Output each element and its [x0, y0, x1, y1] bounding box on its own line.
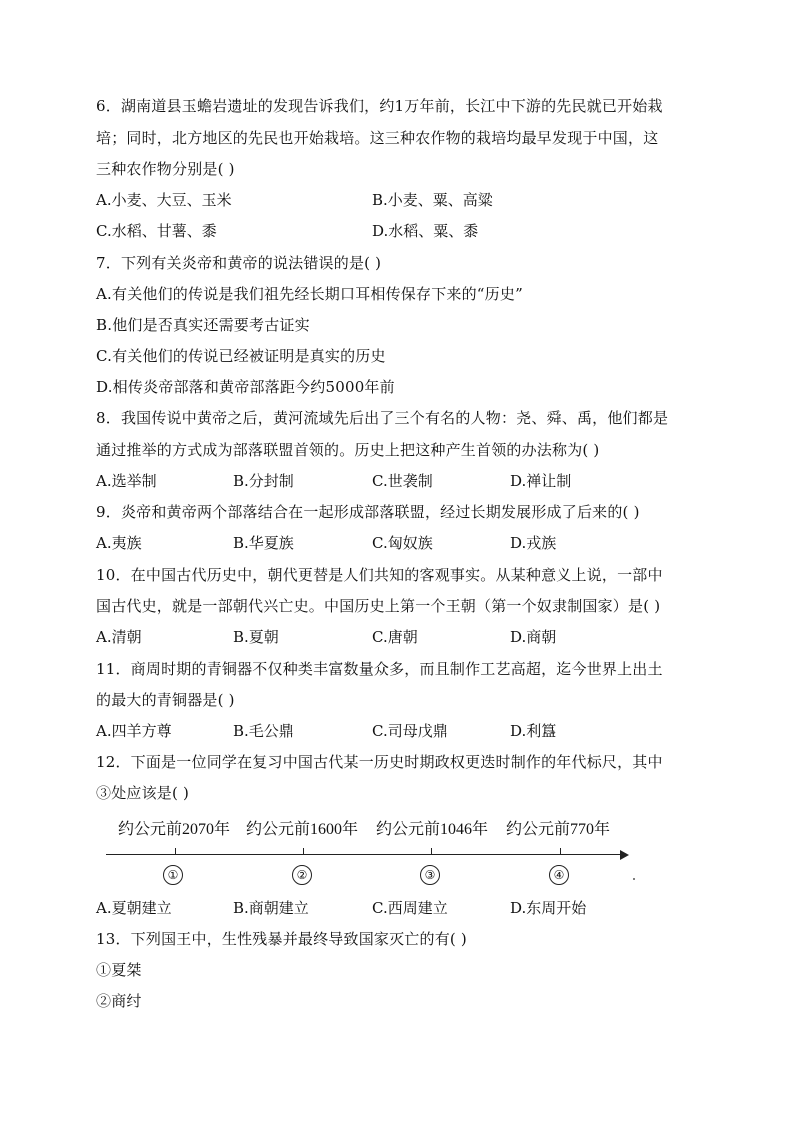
q10-line-2: 国古代史，就是一部朝代兴亡史。中国历史上第一个王朝（第一个奴隶制国家）是( ) [96, 597, 661, 615]
q10-option-a: A.清朝 [96, 628, 142, 646]
timeline-tick-1 [175, 848, 176, 855]
q7-option-d: D.相传炎帝部落和黄帝部落距今约5000年前 [96, 378, 395, 396]
q10-option-c: C.唐朝 [372, 628, 418, 646]
q9-option-b: B.华夏族 [233, 534, 294, 552]
q7-line-1: 7．下列有关炎帝和黄帝的说法错误的是( ) [96, 254, 382, 272]
q10-line-1: 10．在中国古代历史中，朝代更替是人们共知的客观事实。从某种意义上说，一部中 [96, 566, 663, 584]
q9-option-c: C.匈奴族 [372, 534, 433, 552]
q12-line-2: ③处应该是( ) [96, 784, 190, 802]
q8-option-c: C.世袭制 [372, 472, 433, 490]
q8-option-a: A.选举制 [96, 472, 157, 490]
q11-option-c: C.司母戊鼎 [372, 722, 448, 740]
q11-option-a: A.四羊方尊 [96, 722, 172, 740]
q12-option-a: A.夏朝建立 [96, 899, 172, 917]
timeline-mark-3: ③ [420, 865, 440, 885]
q13-line-1: 13．下列国王中，生性残暴并最终导致国家灭亡的有( ) [96, 930, 467, 948]
timeline-label-3: 约公元前1046年 [376, 821, 489, 838]
q11-line-2: 的最大的青铜器是( ) [96, 691, 235, 709]
q10-option-b: B.夏朝 [233, 628, 279, 646]
q11-option-d: D.利簋 [510, 722, 557, 740]
q6-option-c: C.水稻、甘薯、黍 [96, 222, 217, 240]
q8-line-2: 通过推举的方式成为部落联盟首领的。历史上把这种产生首领的办法称为( ) [96, 441, 600, 459]
timeline-tick-4 [560, 848, 561, 855]
q6-line-1: 6．湖南道县玉蟾岩遗址的发现告诉我们，约1万年前，长江中下游的先民就已开始栽 [96, 97, 663, 115]
timeline-label-1: 约公元前2070年 [118, 821, 231, 838]
q7-option-a: A.有关他们的传说是我们祖先经长期口耳相传保存下来的“历史” [96, 285, 523, 303]
timeline-tick-3 [431, 848, 432, 855]
q6-line-3: 三种农作物分别是( ) [96, 160, 235, 178]
timeline-mark-1: ① [163, 865, 183, 885]
q7-option-b: B.他们是否真实还需要考古证实 [96, 316, 310, 334]
timeline-mark-2: ② [292, 865, 312, 885]
q7-option-c: C.有关他们的传说已经被证明是真实的历史 [96, 347, 386, 365]
timeline-label-4: 约公元前770年 [506, 821, 611, 838]
q10-option-d: D.商朝 [510, 628, 557, 646]
q6-option-b: B.小麦、粟、高粱 [372, 191, 493, 209]
q12-option-c: C.西周建立 [372, 899, 448, 917]
q9-line-1: 9．炎帝和黄帝两个部落结合在一起形成部落联盟，经过长期发展形成了后来的( ) [96, 503, 640, 521]
q13-item-2: ②商纣 [96, 992, 142, 1010]
q9-option-d: D.戎族 [510, 534, 557, 552]
timeline-stray-dot [633, 878, 635, 880]
q12-option-b: B.商朝建立 [233, 899, 309, 917]
q9-option-a: A.夷族 [96, 534, 142, 552]
q8-line-1: 8．我国传说中黄帝之后，黄河流域先后出了三个有名的人物：尧、舜、禹，他们都是 [96, 409, 669, 427]
q13-item-1: ①夏桀 [96, 961, 142, 979]
timeline-axis [106, 854, 622, 855]
q11-option-b: B.毛公鼎 [233, 722, 294, 740]
q6-option-d: D.水稻、粟、黍 [372, 222, 479, 240]
q12-option-d: D.东周开始 [510, 899, 587, 917]
q8-option-d: D.禅让制 [510, 472, 572, 490]
timeline-mark-4: ④ [549, 865, 569, 885]
timeline-tick-2 [303, 848, 304, 855]
q6-line-2: 培；同时，北方地区的先民也开始栽培。这三种农作物的栽培均最早发现于中国，这 [96, 129, 659, 147]
timeline-arrow-head [620, 850, 629, 860]
q11-line-1: 11．商周时期的青铜器不仅种类丰富数量众多，而且制作工艺高超，迄今世界上出土 [96, 660, 663, 678]
q6-option-a: A.小麦、大豆、玉米 [96, 191, 232, 209]
q8-option-b: B.分封制 [233, 472, 294, 490]
timeline-figure [96, 812, 656, 892]
q12-line-1: 12．下面是一位同学在复习中国古代某一历史时期政权更迭时制作的年代标尺，其中 [96, 753, 663, 771]
timeline-label-2: 约公元前1600年 [246, 821, 359, 838]
